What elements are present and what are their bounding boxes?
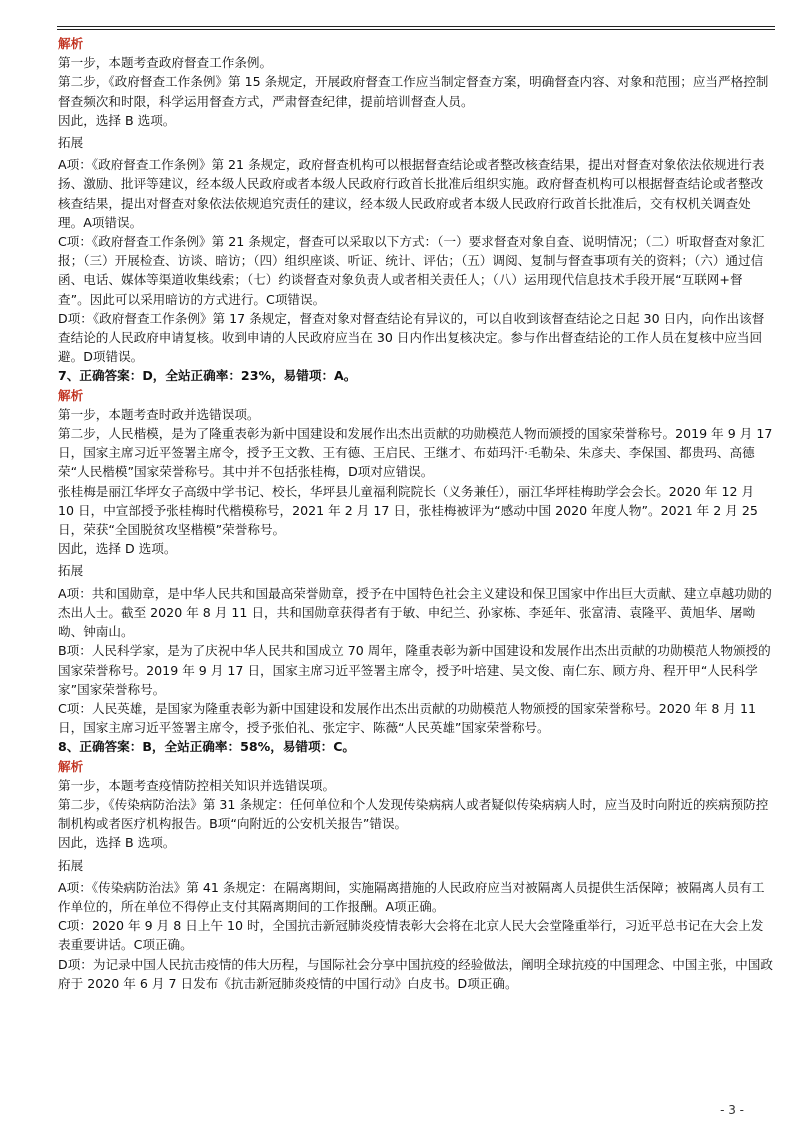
extension-line: A项：共和国勋章，是中华人民共和国最高荣誉勋章，授予在中国特色社会主义建设和保卫国家中作出巨大贡献、建立卓越功勋的杰出人士。截至 2020 年 8 月 11 日，共和国勋章获得者有于敏、申纪兰、孙家栋、李延年、张富清、袁隆平、黄旭华、屠呦呦、钟南山。 <box>58 585 772 640</box>
answer-header: 7、正确答案：D，全站正确率：23%，易错项：A。 <box>58 368 357 384</box>
analysis-line: 第二步，人民楷模，是为了隆重表彰为新中国建设和发展作出杰出贡献的功勋模范人物而颁授的国家荣誉称号。2019 年 9 月 17 日，国家主席习近平签署主席令，授予王文教、王有德、王启民、王继才、布茹玛汗·毛勒朵、朱彦夫、李保国、都贵玛、高德荣“人民楷模”国家荣誉称号。其中并不包括张桂梅，D项对应错误。 <box>58 426 773 480</box>
extension-line: C项：人民英雄，是国家为隆重表彰为新中国建设和发展作出杰出贡献的功勋模范人物颁授的国家荣誉称号。2020 年 8 月 11 日，国家主席习近平签署主席令，授予张伯礼、张定宇、陈薇“人民英雄”国家荣誉称号。 <box>58 700 756 736</box>
extension-line: B项：人民科学家，是为了庆祝中华人民共和国成立 70 周年，隆重表彰为新中国建设和发展作出杰出贡献的功勋模范人物颁授的国家荣誉称号。2019 年 9 月 17 日，国家主席习近平签署主席令，授予叶培建、吴文俊、南仁东、顾方舟、程开甲“人民科学家”国家荣誉称号。 <box>58 643 771 697</box>
header-rule <box>57 26 775 27</box>
page-number: - 3 - <box>720 1103 744 1117</box>
extension-heading: 拓展 <box>58 857 84 873</box>
analysis-line: 第二步，《政府督查工作条例》第 15 条规定，开展政府督查工作应当制定督查方案，明确督查内容、对象和范围；应当严格控制督查频次和时限，科学运用督查方式，严肃督查纪律，提前培训督查人员。 <box>58 74 769 109</box>
analysis-line: 第二步，《传染病防治法》第 31 条规定：任何单位和个人发现传染病病人或者疑似传染病病人时，应当及时向附近的疾病预防控制机构或者医疗机构报告。B项“向附近的公安机关报告”错误。 <box>58 796 769 832</box>
analysis-line: 第一步，本题考查疫情防控相关知识并选错误项。 <box>58 777 336 793</box>
analysis-heading: 解析 <box>58 758 84 774</box>
analysis-line: 因此，选择 D 选项。 <box>58 541 177 557</box>
extension-line: A项：《传染病防治法》第 41 条规定：在隔离期间，实施隔离措施的人民政府应当对被隔离人员提供生活保障；被隔离人员有工作单位的，所在单位不得停止支付其隔离期间的工作报酬。A项正确。 <box>58 879 765 914</box>
extension-heading: 拓展 <box>58 135 84 151</box>
analysis-line: 因此，选择 B 选项。 <box>58 835 176 851</box>
analysis-heading: 解析 <box>58 387 84 403</box>
answer-header: 8、正确答案：B，全站正确率：58%，易错项：C。 <box>58 739 356 755</box>
analysis-heading: 解析 <box>58 36 84 51</box>
extension-line: D项：《政府督查工作条例》第 17 条规定，督查对象对督查结论有异议的，可以自收到该督查结论之日起 30 日内，向作出该督查结论的人民政府申请复核。收到申请的人民政府应当在 30 日内作出复核决定。参与作出督查结论的工作人员在复核中应当回避。D项错误。 <box>58 310 765 365</box>
analysis-line: 张桂梅是丽江华坪女子高级中学书记、校长，华坪县儿童福利院院长（义务兼任），丽江华坪桂梅助学会会长。2020 年 12 月 10 日，中宣部授予张桂梅时代楷模称号，2021 年 2 月 17 日，张桂梅被评为“感动中国 2020 年度人物”。2021 年 2 月 25 日，荣获“全国脱贫攻坚楷模”荣誉称号。 <box>58 483 758 538</box>
analysis-line: 因此，选择 B 选项。 <box>58 112 176 128</box>
extension-line: C项：2020 年 9 月 8 日上午 10 时，全国抗击新冠肺炎疫情表彰大会将在北京人民大会堂隆重举行，习近平总书记在大会上发表重要讲话。C项正确。 <box>58 918 764 953</box>
extension-line: C项：《政府督查工作条例》第 21 条规定，督查可以采取以下方式：（一）要求督查对象自查、说明情况；（二）听取督查对象汇报；（三）开展检查、访谈、暗访；（四）组织座谈、听证、统计、评估；（五）调阅、复制与督查事项有关的资料；（六）通过信函、电话、媒体等渠道收集线索；（七）约谈督查对象负责人或者相关责任人；（八）运用现代信息技术手段开展“互联网+督查”。因此可以采用暗访的方式进行。C项错误。 <box>58 234 765 307</box>
extension-line: D项：为记录中国人民抗击疫情的伟大历程，与国际社会分享中国抗疫的经验做法，阐明全球抗疫的中国理念、中国主张，中国政府于 2020 年 6 月 7 日发布《抗击新冠肺炎疫情的中国行动》白皮书。D项正确。 <box>58 956 773 991</box>
analysis-line: 第一步，本题考查时政并选错误项。 <box>58 406 260 422</box>
page-content <box>58 34 773 993</box>
extension-line: A项：《政府督查工作条例》第 21 条规定，政府督查机构可以根据督查结论或者整改核查结果，提出对督查对象依法依规进行表扬、激励、批评等建议，经本级人民政府或者本级人民政府行政首长批准后组织实施。政府督查机构可以根据督查结论或者整改核查结果，提出对督查对象依法依规追究责任的建议，经本级人民政府或者本级人民政府行政首长批准后，交有权机关调查处理。A项错误。 <box>58 157 765 230</box>
extension-heading: 拓展 <box>58 563 84 579</box>
analysis-line: 第一步，本题考查政府督查工作条例。 <box>58 55 273 71</box>
header-rule-2 <box>57 29 775 30</box>
